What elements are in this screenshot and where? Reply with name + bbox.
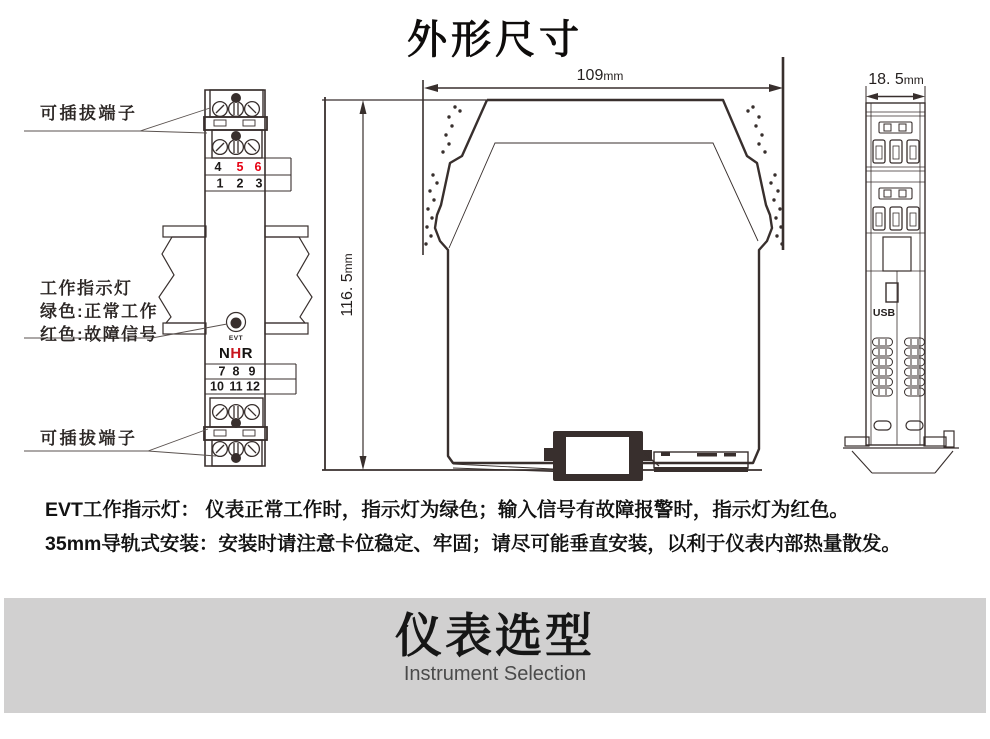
note-rail-mounting: 35mm导轨式安装：安装时请注意卡位稳定、牢固；请尽可能垂直安装，以利于仪表内部热量散发。 (45, 532, 901, 555)
housing-outline-left (435, 100, 553, 463)
terminal-block-top (204, 90, 267, 158)
page-title: 外形尺寸 (407, 18, 583, 62)
module-body (205, 90, 265, 466)
front-view-drawing (24, 90, 312, 466)
terminal-number: 8 (232, 364, 240, 379)
terminal-number: 12 (246, 379, 260, 394)
depth-dim-unit: mm (903, 73, 924, 87)
terminal-number: 7 (218, 364, 226, 379)
din-rail-cross-section (453, 431, 748, 481)
height-dimension (339, 100, 367, 470)
texture-dots (424, 105, 783, 245)
usb-port (873, 283, 898, 319)
banner-title: 仪表选型 (395, 609, 595, 662)
width-dimension (424, 67, 783, 92)
logo-h: H (230, 345, 242, 362)
height-dim-unit: mm (341, 253, 355, 274)
screw-terminals (213, 405, 260, 420)
label-indicator-line3: 红色:故障信号 (40, 325, 159, 344)
end-view-drawing (843, 71, 959, 473)
label-indicator-line1: 工作指示灯 (40, 279, 133, 298)
width-dim-unit: mm (603, 69, 624, 83)
terminal-number: 9 (248, 364, 256, 379)
nhr-logo (219, 345, 253, 362)
height-dim-value: 116. 5 (339, 273, 356, 317)
vent-slots (873, 338, 925, 396)
note-evt-indicator: EVT工作指示灯： 仪表正常工作时，指示灯为绿色；输入信号有故障报警时，指示灯为红色。 (45, 499, 849, 521)
depth-dimension (866, 71, 925, 103)
terminal-number: 11 (229, 379, 243, 394)
led-dot-icon (231, 318, 242, 329)
terminal-number-strip-bottom (205, 364, 296, 394)
terminal-number: 6 (254, 160, 262, 174)
terminal-number: 5 (236, 160, 244, 174)
section-banner (4, 598, 986, 713)
screw-terminals (213, 140, 260, 155)
height-dim-label (339, 253, 356, 316)
led-label: EVT (228, 335, 244, 342)
usb-label: USB (872, 307, 896, 319)
depth-dim-label (868, 71, 924, 88)
label-indicator-line2: 绿色:正常工作 (40, 302, 159, 321)
logo-n: N (218, 345, 231, 362)
terminal-number-strip-top (205, 158, 291, 191)
din-rail-edge (843, 431, 959, 473)
screw-terminals (213, 102, 260, 117)
side-view-drawing (322, 57, 784, 481)
terminal-number: 4 (214, 160, 222, 174)
notes-section (45, 494, 977, 561)
led-indicator (227, 313, 246, 343)
terminal-number: 2 (236, 176, 244, 191)
housing-outline-right (487, 100, 772, 463)
terminal-number: 3 (255, 176, 263, 191)
width-dim-value: 109 (576, 67, 604, 84)
label-pluggable-terminal-bottom: 可插拔端子 (40, 429, 138, 448)
terminal-pin-icon (231, 453, 241, 463)
depth-dim-value: 18. 5 (868, 71, 904, 88)
terminal-number: 10 (210, 379, 224, 394)
label-pluggable-terminal-top: 可插拔端子 (40, 104, 138, 123)
logo-r: R (241, 345, 254, 362)
terminal-number: 1 (216, 176, 224, 191)
width-dim-label (577, 67, 624, 84)
banner-subtitle: Instrument Selection (403, 662, 587, 685)
housing-inner-edge (449, 143, 758, 248)
